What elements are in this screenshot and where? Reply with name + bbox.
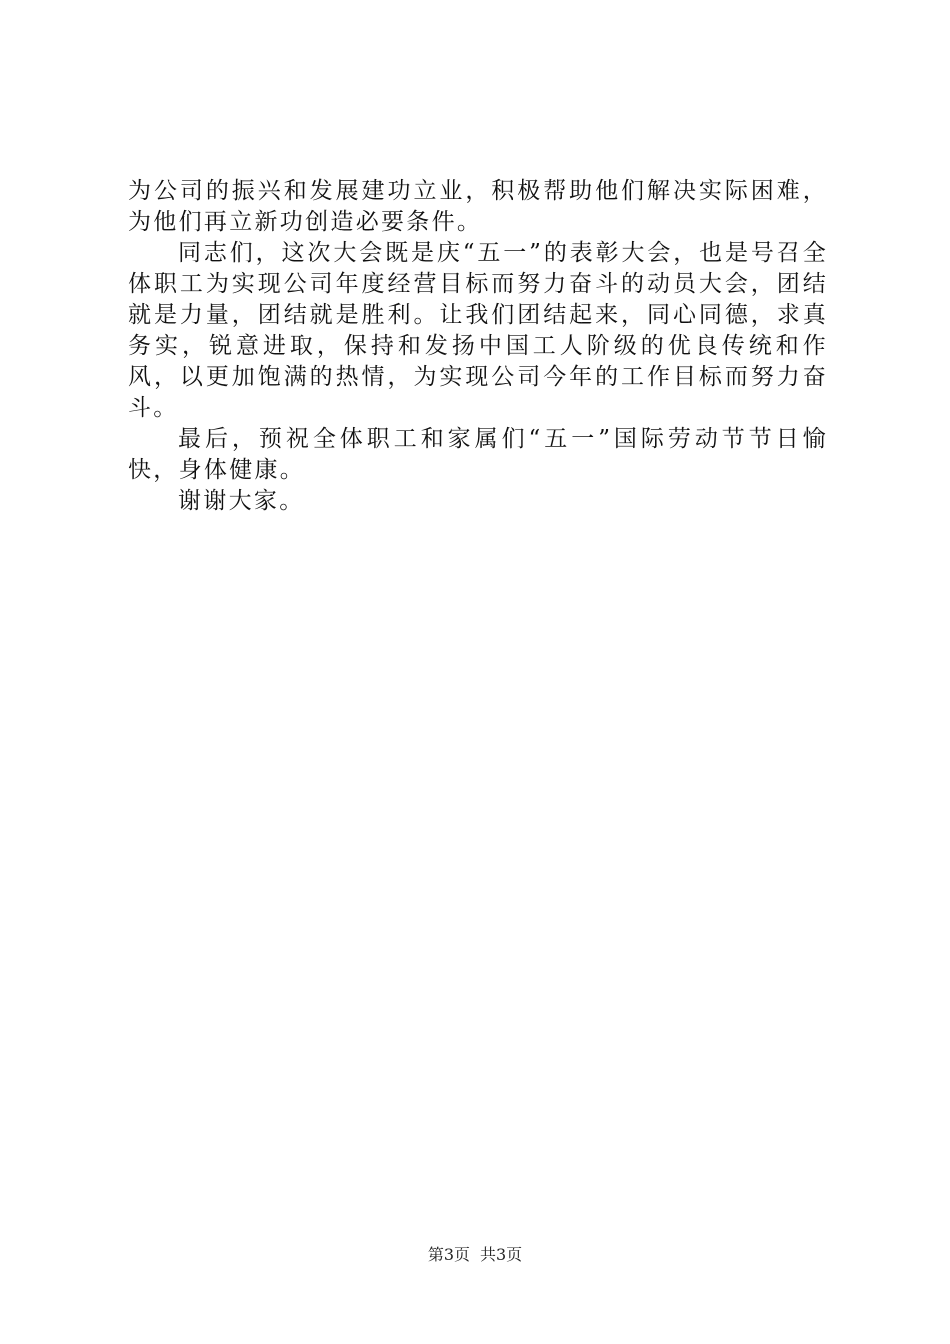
document-body (128, 176, 828, 517)
page-number: 第3页 (427, 1245, 470, 1264)
page-total: 共3页 (480, 1245, 523, 1264)
paragraph-holiday-wishes: 最后，预祝全体职工和家属们“五一”国际劳动节节日愉快，身体健康。 (128, 426, 828, 483)
paragraph-closing-support: 为公司的振兴和发展建功立业，积极帮助他们解决实际困难，为他们再立新功创造必要条件。 (128, 178, 828, 235)
paragraph-call-to-action: 同志们，这次大会既是庆“五一”的表彰大会，也是号召全体职工为实现公司年度经营目标而努力奋斗的动员大会，团结就是力量，团结就是胜利。让我们团结起来，同心同德，求真务实，锐意进取，保持和发扬中国工人阶级的优良传统和作风，以更加饱满的热情，为实现公司今年的工作目标而努力奋斗。 (128, 240, 828, 421)
page-footer (0, 1244, 950, 1266)
paragraph-thanks: 谢谢大家。 (178, 488, 305, 514)
